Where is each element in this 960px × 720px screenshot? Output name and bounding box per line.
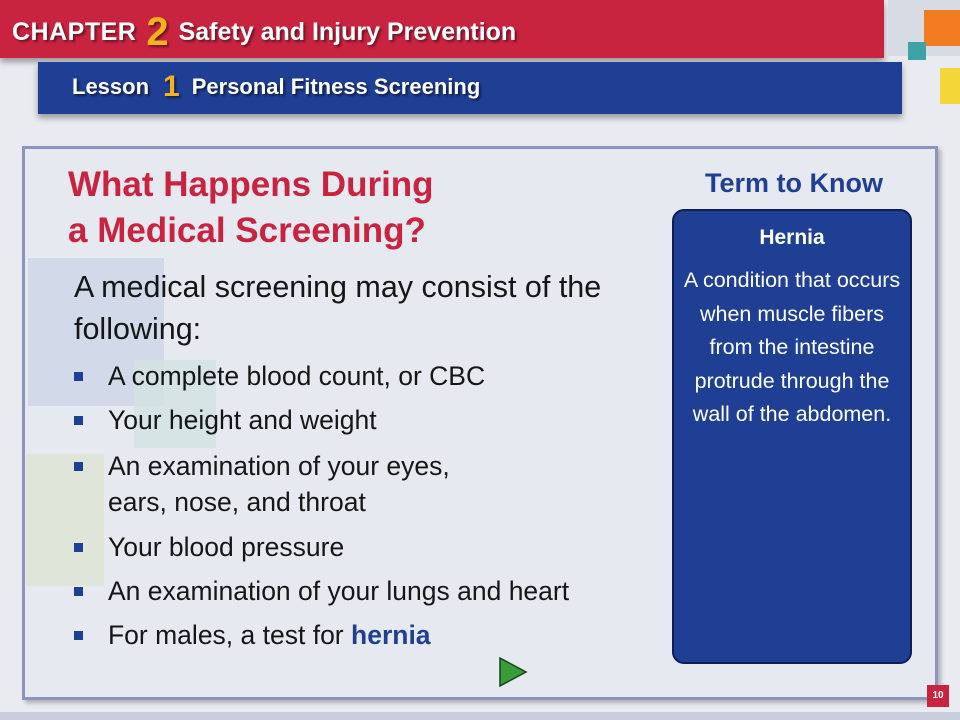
list-item-text: An examination of your lungs and heart [108, 576, 570, 606]
lesson-label: Lesson [72, 74, 150, 99]
chapter-heading [12, 10, 517, 54]
intro-text: A medical screening may consist of the following: [74, 270, 602, 346]
chapter-title: Safety and Injury Prevention [178, 18, 517, 46]
square-bullet-icon [74, 462, 83, 471]
decor-square-teal [908, 42, 926, 60]
list-item-text: ears, nose, and throat [108, 487, 366, 517]
term-word: Hernia [759, 226, 825, 249]
decor-square-orange [924, 10, 960, 46]
square-bullet-icon [74, 416, 83, 425]
chapter-number: 2 [146, 10, 169, 54]
term-to-know-heading: Term to Know [705, 168, 883, 198]
list-item-text: Your blood pressure [108, 532, 345, 562]
term-definition: A condition that occurs when muscle fibers from the intestine protrude through the wall of the abdomen. [683, 268, 901, 426]
lesson-number: 1 [163, 70, 180, 103]
list-item-text: A complete blood count, or CBC [108, 361, 486, 391]
chapter-label: CHAPTER [12, 18, 137, 46]
next-arrow-icon[interactable] [498, 656, 528, 688]
slide-title [68, 162, 568, 254]
list-item-prefix: For males, a test for [108, 620, 344, 650]
decor-square-yellow [940, 68, 960, 104]
title-line-2: a Medical Screening? [68, 211, 426, 250]
lesson-heading [72, 70, 480, 106]
decor-square [26, 454, 104, 586]
list-item-text [108, 617, 431, 653]
square-bullet-icon [74, 543, 83, 552]
square-bullet-icon [74, 631, 83, 640]
hernia-term-link[interactable]: hernia [351, 620, 431, 650]
list-item-text: An examination of your eyes, [108, 451, 450, 481]
title-line-1: What Happens During [68, 165, 434, 204]
page-number: 10 [927, 685, 949, 707]
bottom-strip [0, 712, 960, 720]
lesson-title: Personal Fitness Screening [191, 74, 481, 99]
square-bullet-icon [74, 587, 83, 596]
square-bullet-icon [74, 372, 83, 381]
list-item-text: Your height and weight [108, 405, 377, 435]
